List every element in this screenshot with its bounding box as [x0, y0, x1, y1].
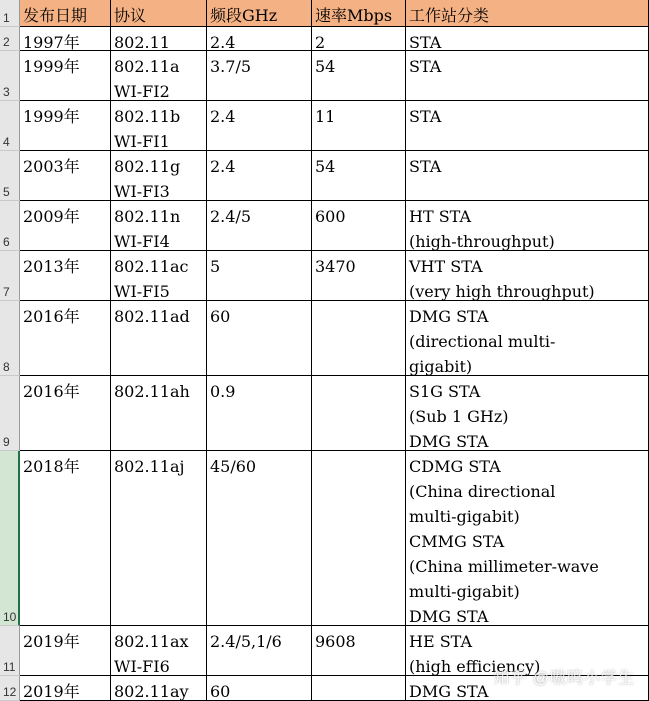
cell-line: DMG STA — [409, 432, 489, 451]
table-cell-date[interactable]: 2018年 — [20, 451, 111, 626]
table-cell-band[interactable]: 2.4 — [207, 101, 312, 151]
cell-line: (high efficiency) — [409, 657, 541, 676]
table-cell-rate[interactable]: 11 — [312, 101, 406, 151]
table-cell-band[interactable]: 60 — [207, 301, 312, 376]
header-cell-date[interactable]: 发布日期 — [20, 0, 111, 27]
cell-line: DMG STA — [409, 607, 489, 626]
cell-line: (directional multi- — [409, 332, 556, 351]
row-number: 11 — [3, 660, 16, 674]
row-number: 8 — [3, 360, 10, 374]
row-number: 5 — [3, 185, 10, 199]
table-cell-rate[interactable]: 600 — [312, 201, 406, 251]
row-header-9[interactable] — [0, 376, 20, 451]
table-cell-rate[interactable]: 3470 — [312, 251, 406, 301]
cell-line: S1G STA — [409, 382, 481, 401]
table-cell-rate[interactable]: 54 — [312, 51, 406, 101]
header-cell-band[interactable]: 频段GHz — [207, 0, 312, 27]
row-header-2[interactable] — [0, 27, 20, 51]
table-cell-rate[interactable]: 2 — [312, 27, 406, 51]
table-cell-date[interactable]: 1999年 — [20, 101, 111, 151]
table-cell-protocol[interactable] — [111, 301, 207, 376]
table-cell-rate[interactable] — [312, 676, 406, 701]
cell-line: 802.11aj — [114, 457, 185, 476]
table-cell-band[interactable]: 60 — [207, 676, 312, 701]
header-cell-rate[interactable]: 速率Mbps — [312, 0, 406, 27]
header-cell-sta[interactable]: 工作站分类 — [406, 0, 649, 27]
cell-line: (China directional — [409, 482, 556, 501]
table-cell-date[interactable]: 2013年 — [20, 251, 111, 301]
table-cell-protocol[interactable] — [111, 376, 207, 451]
table-cell-band[interactable]: 0.9 — [207, 376, 312, 451]
table-cell-protocol[interactable] — [111, 451, 207, 626]
table-cell-date[interactable]: 2019年 — [20, 626, 111, 676]
row-header-10[interactable] — [0, 451, 20, 626]
table-cell-protocol[interactable] — [111, 251, 207, 301]
table-cell-protocol[interactable] — [111, 201, 207, 251]
cell-line: 802.11b — [114, 107, 181, 126]
row-header-5[interactable] — [0, 151, 20, 201]
cell-line: WI-FI5 — [114, 282, 170, 301]
cell-line: CMMG STA — [409, 532, 505, 551]
cell-line: 802.11ad — [114, 307, 190, 326]
row-header-3[interactable] — [0, 51, 20, 101]
cell-line: WI-FI3 — [114, 182, 170, 201]
cell-line: 802.11a — [114, 57, 180, 76]
table-cell-protocol[interactable] — [111, 151, 207, 201]
watermark: 知乎 @嗷呜小学生 — [493, 670, 635, 687]
row-header-8[interactable] — [0, 301, 20, 376]
cell-line: multi-gigabit) — [409, 582, 520, 601]
cell-line: WI-FI4 — [114, 232, 170, 251]
cell-line: WI-FI1 — [114, 132, 170, 151]
table-cell-protocol[interactable] — [111, 51, 207, 101]
table-cell-rate[interactable] — [312, 451, 406, 626]
row-header-7[interactable] — [0, 251, 20, 301]
row-number: 7 — [3, 285, 10, 299]
row-header-1[interactable] — [0, 0, 20, 27]
table-cell-protocol[interactable] — [111, 101, 207, 151]
cell-line: (high-throughput) — [409, 232, 555, 251]
table-cell-date[interactable]: 1999年 — [20, 51, 111, 101]
cell-line: HE STA — [409, 632, 473, 651]
cell-line: (China millimeter-wave — [409, 557, 599, 576]
table-cell-date[interactable]: 1997年 — [20, 27, 111, 51]
table-cell-protocol[interactable] — [111, 27, 207, 51]
table-cell-sta[interactable] — [406, 301, 649, 376]
table-cell-rate[interactable]: 9608 — [312, 626, 406, 676]
row-number: 10 — [3, 610, 17, 624]
cell-line: STA — [409, 157, 442, 176]
table-cell-date[interactable]: 2016年 — [20, 376, 111, 451]
row-header-4[interactable] — [0, 101, 20, 151]
table-cell-sta[interactable] — [406, 251, 649, 301]
table-cell-band[interactable]: 2.4 — [207, 27, 312, 51]
table-cell-sta[interactable] — [406, 151, 649, 201]
cell-line: 802.11ah — [114, 382, 190, 401]
table-cell-protocol[interactable] — [111, 626, 207, 676]
cell-line: CDMG STA — [409, 457, 501, 476]
cell-line: (very high throughput) — [409, 282, 595, 301]
table-cell-sta[interactable] — [406, 101, 649, 151]
row-number: 4 — [3, 135, 10, 149]
cell-line: STA — [409, 33, 442, 51]
table-cell-date[interactable]: 2003年 — [20, 151, 111, 201]
table-cell-sta[interactable] — [406, 376, 649, 451]
table-cell-rate[interactable] — [312, 301, 406, 376]
table-cell-sta[interactable] — [406, 451, 649, 626]
table-cell-date[interactable]: 2019年 — [20, 676, 111, 701]
table-cell-date[interactable]: 2016年 — [20, 301, 111, 376]
table-cell-sta[interactable] — [406, 51, 649, 101]
cell-line: VHT STA — [409, 257, 483, 276]
table-cell-sta[interactable] — [406, 27, 649, 51]
cell-line: WI-FI2 — [114, 82, 170, 101]
cell-line: 802.11n — [114, 207, 181, 226]
cell-line: DMG STA — [409, 682, 489, 701]
table-cell-band[interactable]: 5 — [207, 251, 312, 301]
table-cell-protocol[interactable] — [111, 676, 207, 701]
table-cell-date[interactable]: 2009年 — [20, 201, 111, 251]
cell-line: STA — [409, 57, 442, 76]
row-header-11[interactable] — [0, 626, 20, 676]
cell-line: 802.11ax — [114, 632, 189, 651]
row-number: 3 — [3, 85, 10, 99]
cell-line: 802.11ac — [114, 257, 189, 276]
header-cell-protocol[interactable]: 协议 — [111, 0, 207, 27]
cell-line: gigabit) — [409, 357, 473, 376]
table-cell-sta[interactable] — [406, 201, 649, 251]
cell-line: DMG STA — [409, 307, 489, 326]
table-cell-band[interactable]: 2.4/5 — [207, 201, 312, 251]
row-header-6[interactable] — [0, 201, 20, 251]
row-number: 12 — [3, 685, 17, 699]
row-number: 6 — [3, 235, 10, 249]
cell-line: HT STA — [409, 207, 472, 226]
cell-line: multi-gigabit) — [409, 507, 520, 526]
cell-line: 802.11ay — [114, 682, 189, 701]
cell-line: STA — [409, 107, 442, 126]
row-number: 9 — [3, 435, 10, 449]
cell-line: WI-FI6 — [114, 657, 170, 676]
row-header-12[interactable] — [0, 676, 20, 701]
row-number: 2 — [3, 35, 10, 49]
table-cell-band[interactable]: 45/60 — [207, 451, 312, 626]
table-cell-rate[interactable] — [312, 376, 406, 451]
table-cell-band[interactable]: 3.7/5 — [207, 51, 312, 101]
cell-line: 802.11g — [114, 157, 181, 176]
cell-line: (Sub 1 GHz) — [409, 407, 509, 426]
table-cell-band[interactable]: 2.4 — [207, 151, 312, 201]
cell-line: 802.11 — [114, 33, 170, 51]
table-cell-band[interactable]: 2.4/5,1/6 — [207, 626, 312, 676]
row-number: 1 — [3, 11, 10, 25]
table-cell-rate[interactable]: 54 — [312, 151, 406, 201]
